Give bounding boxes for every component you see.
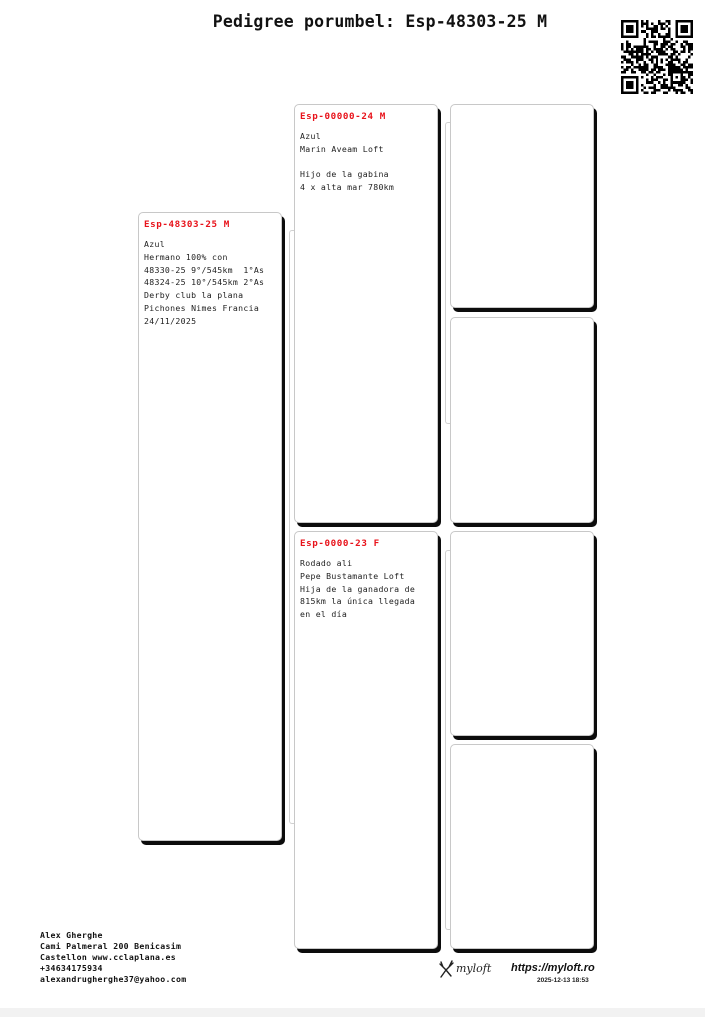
sire-info: Azul Marin Aveam Loft Hijo de la gabina 4 x alta mar 780km xyxy=(300,131,395,193)
generated-timestamp: 2025-12-13 18:53 xyxy=(537,977,589,984)
pigeon-logo-icon xyxy=(438,960,456,980)
website-link[interactable]: https://myloft.ro xyxy=(511,962,595,974)
owner-name: Alex Gherghe xyxy=(40,930,103,940)
owner-street: Cami Palmeral 200 Benicasim xyxy=(40,941,182,951)
qr-code-icon xyxy=(621,20,693,94)
dam-card[interactable] xyxy=(294,531,438,949)
grandparent-card-sire-dam[interactable] xyxy=(450,317,594,523)
sire-card[interactable] xyxy=(294,104,438,523)
owner-city-website: Castellon www.cclaplana.es xyxy=(40,952,176,962)
subject-info: Azul Hermano 100% con 48330-25 9°/545km 1°As 48324-25 10°/545km 2°As Derby club la plana Pichones Nimes Francia 24/11/2025 xyxy=(144,239,265,326)
grandparent-card-dam-sire[interactable] xyxy=(450,531,594,736)
page-title: Pedigree porumbel: Esp-48303-25 M xyxy=(212,12,548,31)
owner-email: alexandrugherghe37@yahoo.com xyxy=(40,974,187,984)
subject-card[interactable] xyxy=(138,212,282,841)
myloft-logo xyxy=(438,958,502,982)
subject-ring-number: Esp-48303-25 M xyxy=(144,219,230,230)
owner-phone: +34634175934 xyxy=(40,963,103,973)
grandparent-card-sire-sire[interactable] xyxy=(450,104,594,308)
owner-address xyxy=(40,930,186,985)
logo-text: myloft xyxy=(456,962,492,975)
page-bottom-strip xyxy=(0,1008,705,1017)
grandparent-card-dam-dam[interactable] xyxy=(450,744,594,949)
sire-ring-number: Esp-00000-24 M xyxy=(300,111,386,122)
dam-ring-number: Esp-0000-23 F xyxy=(300,538,380,549)
dam-info: Rodado ali Pepe Bustamante Loft Hija de la ganadora de 815km la única llegada en el día xyxy=(300,558,416,620)
